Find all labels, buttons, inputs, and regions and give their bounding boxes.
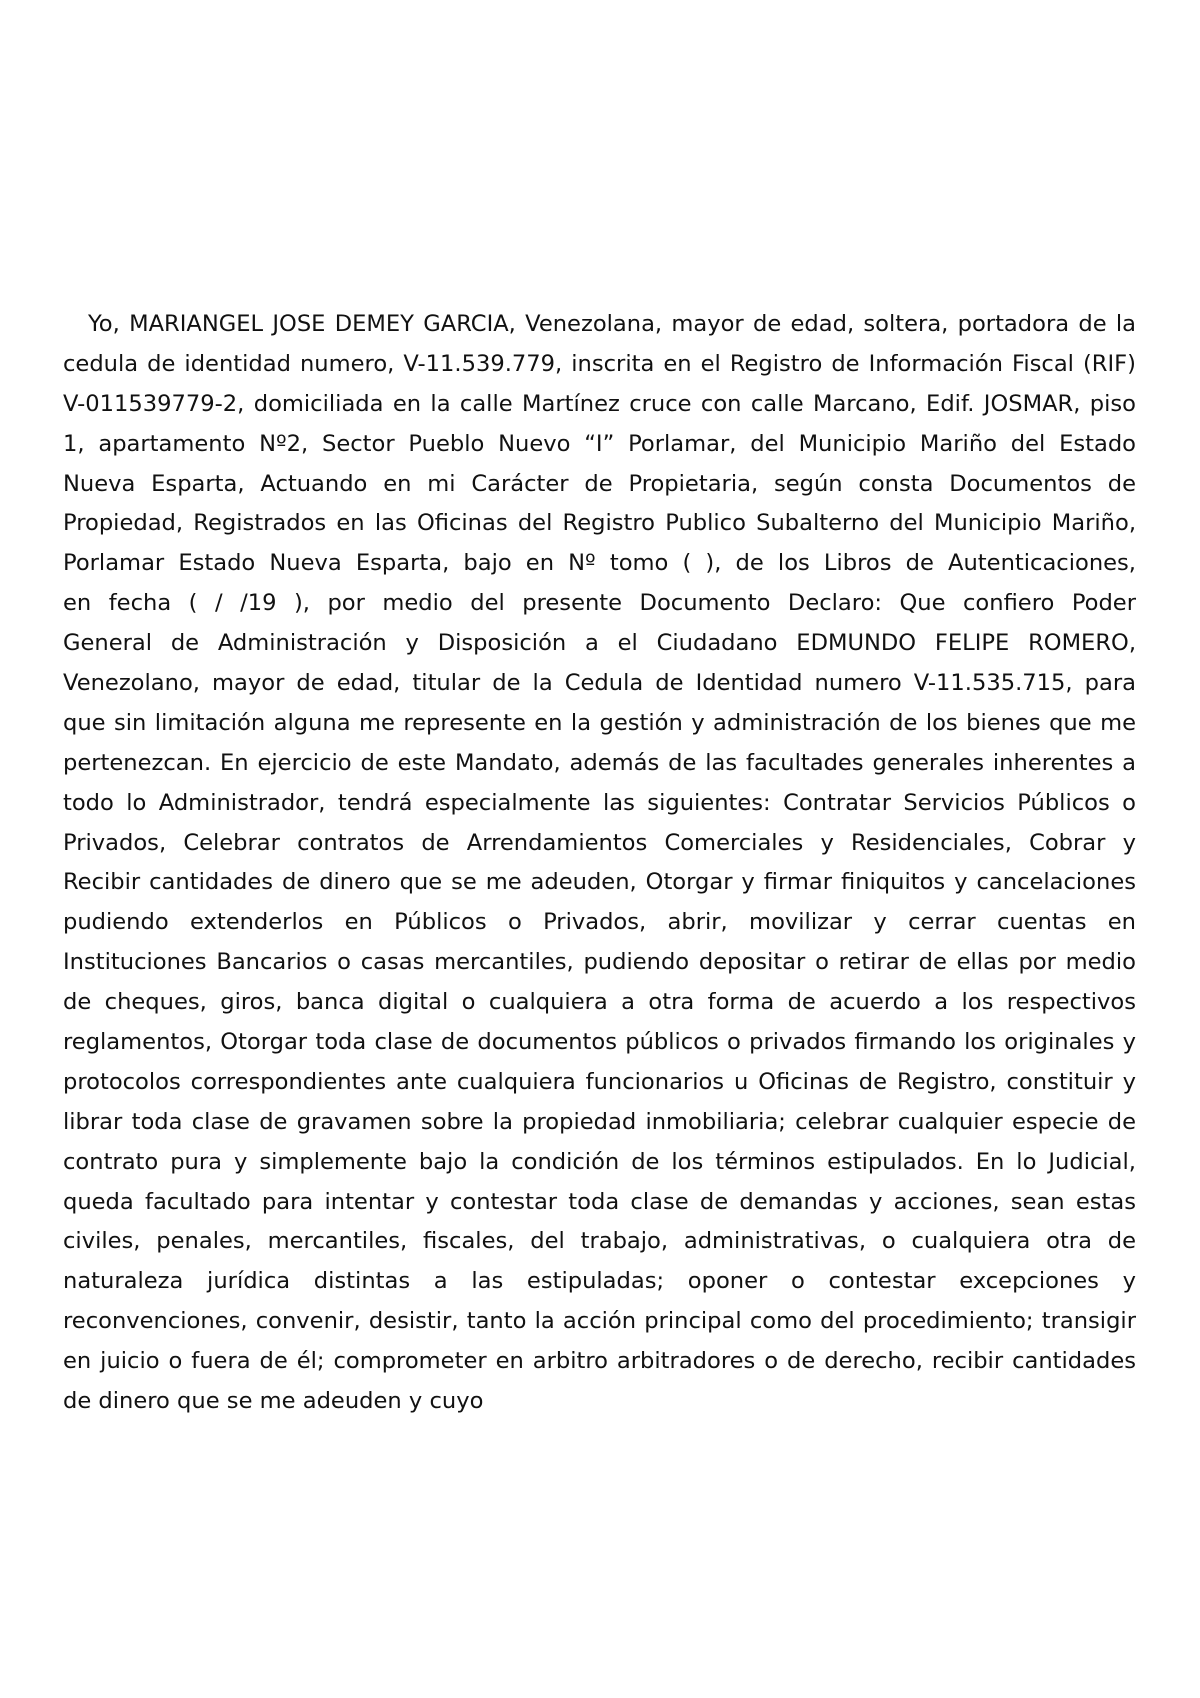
text-line: pudiendo extenderlos en Públicos o Privados, abrir, movilizar y cerrar cuentas en <box>63 909 1136 936</box>
text-line: Propiedad, Registrados en las Oficinas del Registro Publico Subalterno del Municipio Mariño, <box>63 510 1136 537</box>
text-line: Yo, MARIANGEL JOSE DEMEY GARCIA, Venezolana, mayor de edad, soltera, portadora de la <box>88 311 1136 337</box>
text-line: de dinero que se me adeuden y cuyo <box>63 1388 484 1415</box>
text-line: 1, apartamento Nº2, Sector Pueblo Nuevo “I” Porlamar, del Municipio Mariño del Estado <box>63 430 1136 457</box>
text-line: protocolos correspondientes ante cualquiera funcionarios u Oficinas de Registro, constituir y <box>63 1068 1136 1095</box>
text-line: reglamentos, Otorgar toda clase de documentos públicos o privados firmando los originales y <box>63 1029 1136 1056</box>
text-line: Venezolano, mayor de edad, titular de la Cedula de Identidad numero V-11.535.715, para <box>63 670 1136 697</box>
text-line: V-011539779-2, domiciliada en la calle Martínez cruce con calle Marcano, Edif. JOSMAR, piso <box>63 390 1136 417</box>
document-body <box>63 305 1136 1422</box>
text-line: todo lo Administrador, tendrá especialmente las siguientes: Contratar Servicios Públicos o <box>63 789 1136 816</box>
text-line: Instituciones Bancarios o casas mercantiles, pudiendo depositar o retirar de ellas por medio <box>63 949 1136 976</box>
text-line: en fecha ( / /19 ), por medio del presente Documento Declaro: Que confiero Poder <box>63 590 1136 617</box>
text-line: Recibir cantidades de dinero que se me adeuden, Otorgar y firmar finiquitos y cancelaciones <box>63 869 1136 896</box>
text-line: General de Administración y Disposición a el Ciudadano EDMUNDO FELIPE ROMERO, <box>63 630 1136 657</box>
text-line: que sin limitación alguna me represente en la gestión y administración de los bienes que me <box>63 709 1136 736</box>
text-line: Porlamar Estado Nueva Esparta, bajo en Nº tomo ( ), de los Libros de Autenticaciones, <box>63 550 1136 577</box>
text-line: cedula de identidad numero, V-11.539.779, inscrita en el Registro de Información Fiscal (RIF) <box>63 350 1136 377</box>
text-line: Privados, Celebrar contratos de Arrendamientos Comerciales y Residenciales, Cobrar y <box>63 829 1136 856</box>
text-line: pertenezcan. En ejercicio de este Mandato, además de las facultades generales inherentes a <box>63 749 1136 776</box>
text-line: de cheques, giros, banca digital o cualquiera a otra forma de acuerdo a los respectivos <box>63 989 1136 1016</box>
text-line: naturaleza jurídica distintas a las estipuladas; oponer o contestar excepciones y <box>63 1268 1136 1295</box>
text-line: en juicio o fuera de él; comprometer en arbitro arbitradores o de derecho, recibir cantidades <box>63 1348 1136 1375</box>
text-line: civiles, penales, mercantiles, fiscales, del trabajo, administrativas, o cualquiera otra de <box>63 1228 1136 1255</box>
text-line: Nueva Esparta, Actuando en mi Carácter de Propietaria, según consta Documentos de <box>63 470 1136 497</box>
text-line: librar toda clase de gravamen sobre la propiedad inmobiliaria; celebrar cualquier especie de <box>63 1108 1136 1135</box>
text-line: contrato pura y simplemente bajo la condición de los términos estipulados. En lo Judicial, <box>63 1148 1136 1175</box>
text-line: reconvenciones, convenir, desistir, tanto la acción principal como del procedimiento; transigir <box>63 1308 1136 1335</box>
text-line: queda facultado para intentar y contestar toda clase de demandas y acciones, sean estas <box>63 1188 1136 1215</box>
